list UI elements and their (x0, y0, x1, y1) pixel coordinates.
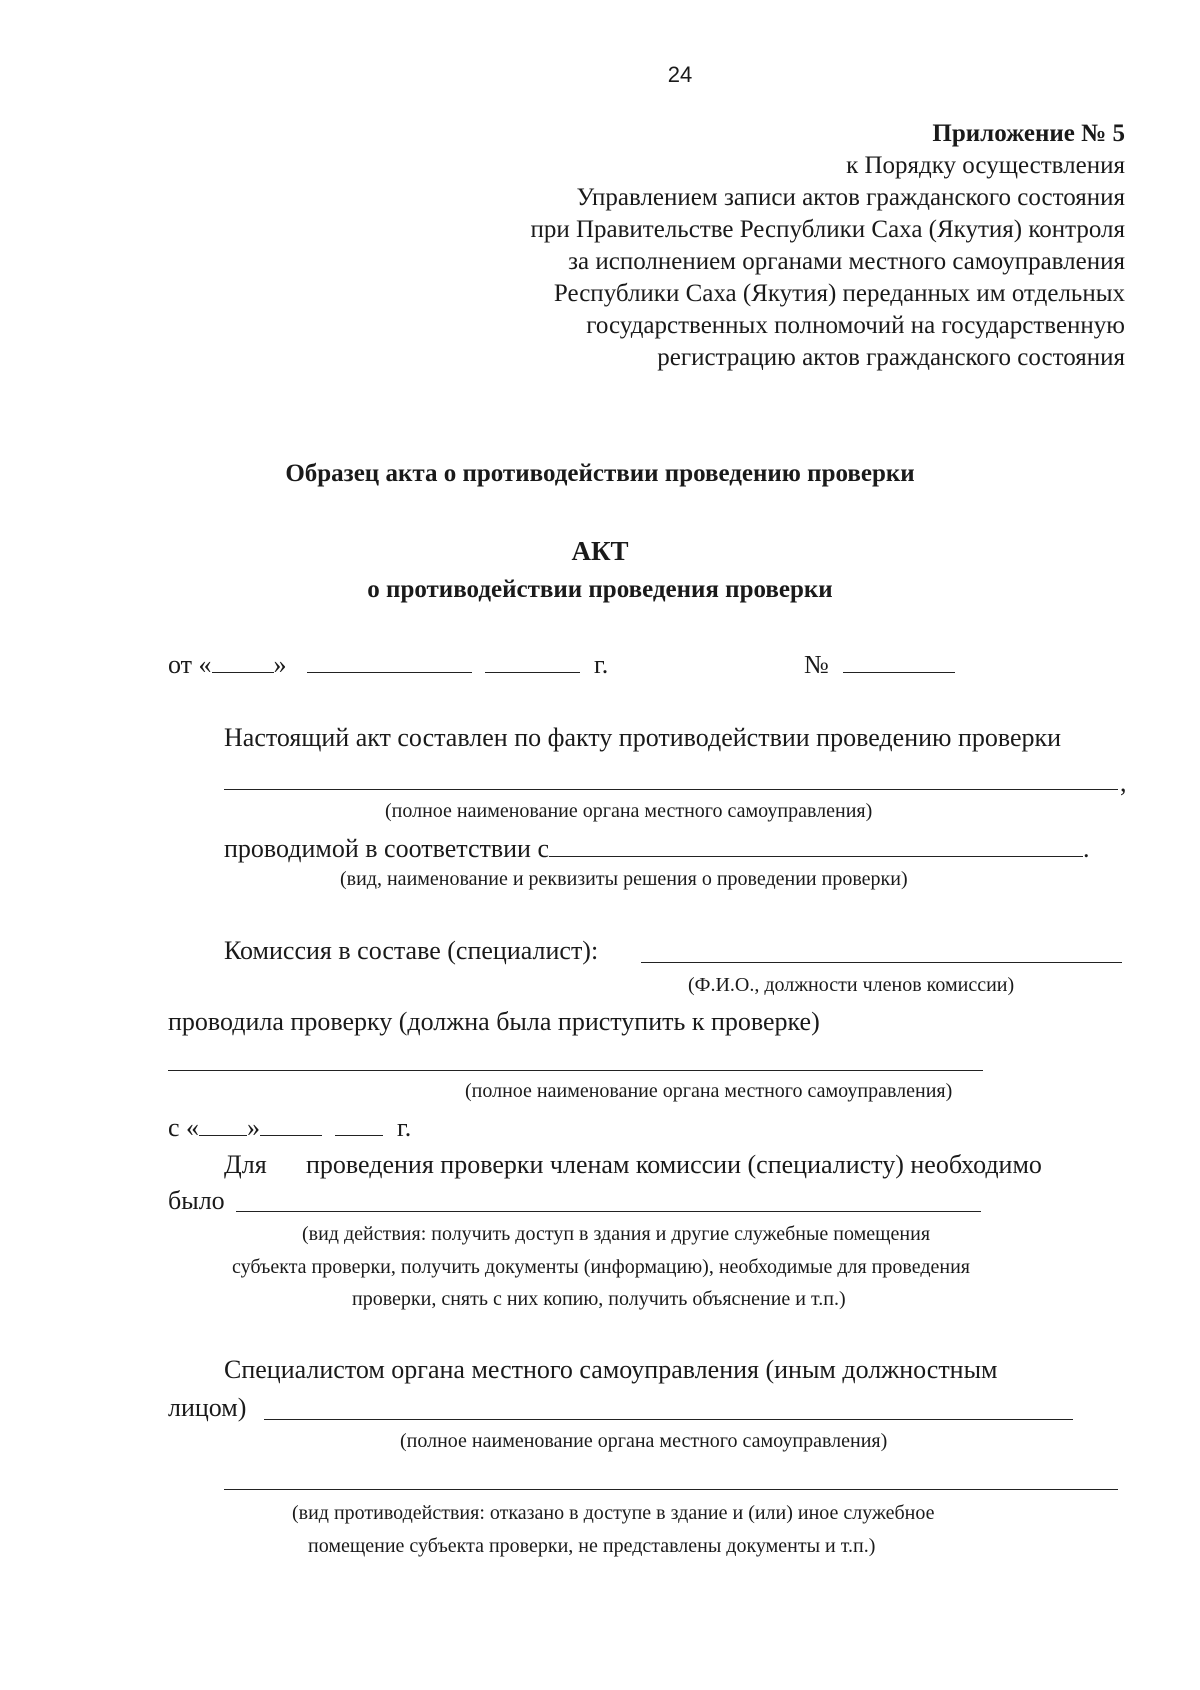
commission-blank[interactable] (641, 962, 1122, 963)
check-date-line (168, 1113, 411, 1143)
act-number-line (804, 650, 955, 680)
sample-title: Образец акта о противодействии проведению проверки (285, 460, 915, 487)
paragraph-2-text: проводимой в соответствии с (224, 834, 549, 863)
date2-close-quote: » (247, 1113, 261, 1142)
paragraph-3 (224, 936, 598, 966)
paragraph-4: проводила проверку (должна была приступить к проверке) (168, 1007, 820, 1036)
paragraph-3-text: Комиссия в составе (специалист): (224, 936, 599, 965)
caption-action-2: субъекта проверки, получить документы (информацию), необходимые для проведения (232, 1256, 970, 1278)
act-date-line (168, 650, 608, 680)
caption-decision: (вид, наименование и реквизиты решения о проведении проверки) (340, 868, 908, 890)
day-blank[interactable] (212, 671, 274, 673)
official-blank[interactable] (264, 1419, 1073, 1420)
appendix-line: Управлением записи актов гражданского состояния (576, 184, 1125, 211)
date-close-quote: » (273, 650, 287, 679)
caption-org-name-1: (полное наименование органа местного самоуправления) (385, 800, 873, 822)
page-number: 24 (667, 62, 693, 87)
paragraph-5-word: Для (224, 1150, 267, 1179)
comma: , (1120, 768, 1127, 797)
caption-counteraction-1: (вид противодействия: отказано в доступе в здание и (или) иное служебное (292, 1502, 935, 1524)
appendix-title: Приложение № 5 (932, 120, 1125, 147)
org-name-blank-1[interactable] (224, 789, 1118, 790)
appendix-line: государственных полномочий на государственную (586, 312, 1125, 339)
month-blank[interactable] (307, 671, 472, 673)
period: . (1083, 834, 1090, 863)
appendix-line: к Порядку осуществления (846, 152, 1125, 179)
paragraph-6-line1: Специалистом органа местного самоуправления (иным должностным (224, 1355, 998, 1384)
paragraph-5-line2-text: было (168, 1186, 225, 1215)
counteraction-blank[interactable] (224, 1489, 1118, 1490)
caption-action-1: (вид действия: получить доступ в здания и другие служебные помещения (302, 1223, 931, 1245)
paragraph-6-line2 (168, 1393, 246, 1423)
caption-counteraction-2: помещение субъекта проверки, не представлены документы и т.п.) (308, 1535, 876, 1557)
caption-org-name-2: (полное наименование органа местного самоуправления) (465, 1080, 953, 1102)
paragraph-2 (224, 834, 1090, 864)
date2-day-blank[interactable] (199, 1134, 247, 1136)
date2-prefix: с « (168, 1113, 200, 1142)
appendix-line: за исполнением органами местного самоуправления (568, 248, 1125, 275)
date2-year-blank[interactable] (335, 1134, 383, 1136)
appendix-line: Республики Саха (Якутия) переданных им отдельных (553, 280, 1125, 307)
paragraph-6-line2-text: лицом) (168, 1393, 247, 1422)
appendix-line: регистрацию актов гражданского состояния (657, 344, 1125, 371)
act-title: АКТ (571, 536, 629, 566)
paragraph-5-rest: проведения проверки членам комиссии (специалисту) необходимо (306, 1150, 1042, 1179)
act-number-blank[interactable] (843, 671, 955, 673)
caption-action-3: проверки, снять с них копию, получить объяснение и т.п.) (352, 1288, 846, 1310)
number-sign: № (804, 650, 829, 679)
date-prefix: от « (168, 650, 212, 679)
appendix-header (530, 118, 1125, 374)
org-name-blank-2[interactable] (168, 1070, 983, 1071)
year-suffix: г. (594, 650, 609, 679)
paragraph-5-line2 (168, 1186, 225, 1216)
date2-year-suffix: г. (397, 1113, 412, 1142)
caption-org-name-3: (полное наименование органа местного самоуправления) (400, 1430, 888, 1452)
paragraph-1: Настоящий акт составлен по факту противодействии проведению проверки (224, 723, 1062, 752)
act-subtitle: о противодействии проведения проверки (367, 576, 833, 603)
year-blank[interactable] (485, 671, 580, 673)
date2-month-blank[interactable] (260, 1134, 322, 1136)
decision-blank[interactable] (549, 855, 1083, 857)
action-blank[interactable] (236, 1211, 981, 1212)
appendix-line: при Правительстве Республики Саха (Якутия) контроля (530, 216, 1125, 243)
caption-fio: (Ф.И.О., должности членов комиссии) (688, 974, 1015, 996)
